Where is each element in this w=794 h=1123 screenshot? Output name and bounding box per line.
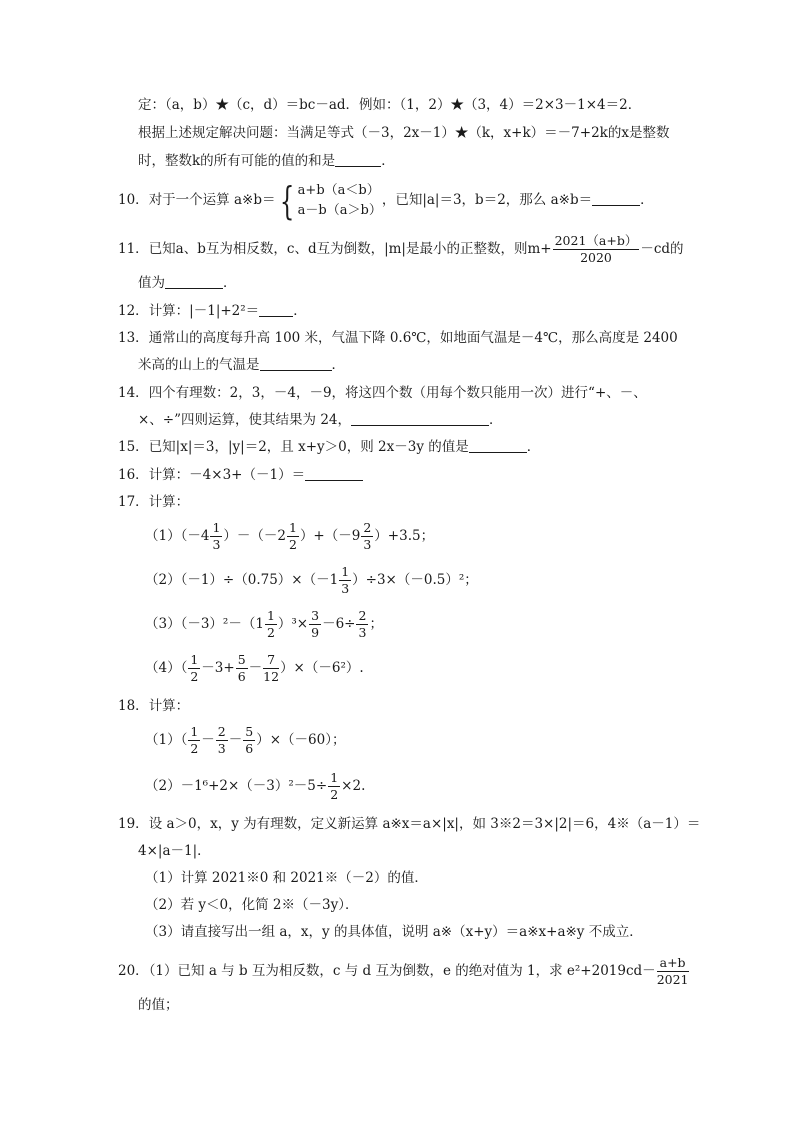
fraction <box>356 607 368 640</box>
q18-p1-text2: － <box>201 732 215 748</box>
frac-num: 5 <box>243 726 255 742</box>
piecewise-definition: { a+b（a＜b） a－b（a＞b） <box>280 178 382 223</box>
q18-title-text: 计算： <box>148 698 190 714</box>
q11-prefix: 已知a、b互为相反数，c、d互为倒数，|m|是最小的正整数，则m+ <box>148 241 552 257</box>
answer-blank <box>469 438 527 453</box>
q17-p1-text4: ）+3.5； <box>374 528 435 544</box>
q17-p4-text4: ）×（－6²）. <box>280 660 364 676</box>
frac-den: 6 <box>245 741 254 756</box>
q20-frac-den: 2021 <box>656 972 689 987</box>
fraction <box>243 723 255 756</box>
q10: 10．对于一个运算 a※b＝ { a+b（a＜b） a－b（a＞b） ，已知|a|＝3，b＝2，那么 a※b＝ ． <box>118 178 654 223</box>
q17-part1 <box>145 518 434 554</box>
fraction <box>309 607 321 640</box>
q14-line1 <box>118 384 647 402</box>
frac-num: 2 <box>216 726 228 742</box>
q13-line2-text: 米高的山上的气温是 <box>138 357 260 373</box>
q17-p3-text4: ； <box>369 616 383 632</box>
q11-number: 11． <box>118 241 149 257</box>
q11-line2-text: 值为 <box>138 275 165 291</box>
q9-line3: 时，整数k的所有可能的值的和是 ． <box>138 153 395 169</box>
frac-den: 2 <box>288 537 297 552</box>
q13-number: 13． <box>118 330 149 346</box>
q16 <box>118 466 363 484</box>
q17-p4-text2: －3+ <box>201 660 235 676</box>
q12-text: 计算：|－1|+2²＝ <box>148 303 260 319</box>
fraction <box>216 723 228 756</box>
fraction <box>328 769 340 802</box>
q18-p1-text3: － <box>228 732 243 748</box>
q10-suffix: ，已知|a|＝3，b＝2，那么 a※b＝ <box>381 192 593 208</box>
q18-p2-label: （2）－1⁶+2×（－3）²－5÷ <box>145 778 328 794</box>
frac-num: 1 <box>188 726 200 742</box>
frac-den: 2 <box>330 787 339 802</box>
q19-sub2: （2）若 y＜0，化简 2※（－3y）． <box>145 897 359 913</box>
frac-num: 5 <box>236 654 248 670</box>
q17-title <box>118 493 189 511</box>
q11-line2: 值为 ． <box>138 275 237 291</box>
frac-num: 1 <box>328 772 340 788</box>
q19-line1 <box>118 815 700 833</box>
q20-frac-num: a+b <box>657 957 689 973</box>
q19-line2: 4×|a－1|． <box>138 843 211 859</box>
q20-number: 20． <box>118 963 149 979</box>
q17-part2 <box>145 562 478 598</box>
q14-line2: ×、÷”四则运算，使其结果为 24， ． <box>138 412 503 428</box>
fraction <box>287 519 299 552</box>
frac-den: 2 <box>266 625 275 640</box>
q12-number: 12． <box>118 303 149 319</box>
frac-num: 1 <box>265 610 277 626</box>
q17-p2-label: （2）（－1）÷（0.75）×（－1 <box>145 572 339 588</box>
q17-number: 17． <box>118 494 149 510</box>
answer-blank <box>165 274 223 289</box>
q10-number: 10． <box>118 192 149 208</box>
q9-line2: 根据上述规定解决问题：当满足等式（－3，2x－1）★（k，x+k）＝－7+2k的x是整数 <box>138 125 670 141</box>
fraction <box>265 607 277 640</box>
q18-p1-text4: ）×（－60）； <box>256 732 346 748</box>
q9-line1: 定：（a，b）★（c，d）＝bc－ad．例如：（1，2）★（3，4）＝2×3－1×4＝2． <box>138 97 642 113</box>
q16-text: 计算：－4×3+（－1）＝ <box>148 467 306 483</box>
q11-frac-num: 2021（a+b） <box>553 235 640 251</box>
frac-num: 1 <box>287 522 299 538</box>
q15-number: 15． <box>118 439 149 455</box>
q17-p1-label: （1）（－4 <box>145 528 210 544</box>
q17-p3-text3: －6÷ <box>322 616 356 632</box>
q19-text: 设 a＞0，x，y 为有理数，定义新运算 a※x＝a×|x|，如 3※2＝3×|2|＝6，4※（a－1）＝ <box>148 816 701 832</box>
frac-num: 2 <box>356 610 368 626</box>
frac-num: 2 <box>361 522 373 538</box>
q17-title-text: 计算： <box>148 494 190 510</box>
q11 <box>118 230 684 268</box>
frac-num: 1 <box>188 654 200 670</box>
q11-suffix: －cd的 <box>640 241 684 257</box>
q18-number: 18． <box>118 698 149 714</box>
q12: 12．计算：|－1|+2²＝ ． <box>118 303 307 319</box>
q13-line1 <box>118 329 678 347</box>
frac-num: 1 <box>339 566 351 582</box>
frac-den: 9 <box>311 625 320 640</box>
q15-text: 已知|x|＝3，|y|＝2，且 x+y＞0，则 2x－3y 的值是 <box>148 439 469 455</box>
frac-num: 7 <box>263 654 279 670</box>
answer-blank <box>259 302 293 317</box>
frac-den: 3 <box>217 741 226 756</box>
answer-blank <box>305 466 363 481</box>
q19-number: 19． <box>118 816 149 832</box>
q20-fraction <box>656 954 689 987</box>
q13-text: 通常山的高度每升高 100 米，气温下降 0.6℃，如地面气温是－4℃，那么高度是 2400 <box>148 330 678 346</box>
q10-case2: a－b（a＞b） <box>297 202 382 218</box>
answer-blank <box>351 411 489 426</box>
q20 <box>118 952 690 990</box>
q9-line3-text: 时，整数k的所有可能的值的和是 <box>138 153 336 169</box>
q17-p2-text2: ）÷3×（－0.5）²； <box>352 572 478 588</box>
frac-den: 3 <box>341 581 350 596</box>
frac-den: 3 <box>358 625 367 640</box>
frac-den: 2 <box>190 741 199 756</box>
frac-den: 3 <box>363 537 372 552</box>
q17-p1-text2: ）－（－2 <box>223 528 286 544</box>
frac-num: 3 <box>309 610 321 626</box>
fraction <box>339 563 351 596</box>
q15: 15．已知|x|＝3，|y|＝2，且 x+y＞0，则 2x－3y 的值是 ． <box>118 439 541 455</box>
q20-prefix: （1）已知 a 与 b 互为相反数，c 与 d 互为倒数，e 的绝对值为 1，求 e²+2019cd－ <box>148 963 656 979</box>
frac-den: 3 <box>212 537 221 552</box>
fraction <box>236 651 248 684</box>
q19-sub1: （1）计算 2021※0 和 2021※（－2）的值． <box>145 870 428 886</box>
fraction <box>361 519 373 552</box>
q10-case1: a+b（a＜b） <box>297 182 380 198</box>
q18-part2 <box>145 768 365 804</box>
fraction <box>263 651 280 684</box>
answer-blank <box>592 191 640 206</box>
frac-den: 2 <box>190 669 199 684</box>
q10-prefix: 对于一个运算 a※b＝ <box>148 192 276 208</box>
q14-number: 14． <box>118 385 149 401</box>
fraction <box>188 723 200 756</box>
fraction <box>210 519 222 552</box>
q18-title <box>118 697 189 715</box>
answer-blank <box>260 356 332 371</box>
q17-p4-text3: － <box>248 660 263 676</box>
q18-p1-label: （1）（ <box>145 732 188 748</box>
answer-blank <box>335 152 381 167</box>
frac-num: 1 <box>210 522 222 538</box>
q16-number: 16． <box>118 467 149 483</box>
q17-part4 <box>145 650 364 686</box>
q11-fraction <box>553 232 640 265</box>
q14-text: 四个有理数：2，3，－4，－9，将这四个数（用每个数只能用一次）进行“+、－、 <box>148 385 647 401</box>
q17-p4-label: （4）（ <box>145 660 188 676</box>
q17-p3-label: （3）（－3）²－（1 <box>145 616 264 632</box>
q18-p2-text2: ×2. <box>341 778 366 794</box>
q17-p3-text2: ）³× <box>277 616 309 632</box>
fraction <box>188 651 200 684</box>
q17-p1-text3: ）+（－9 <box>299 528 361 544</box>
frac-den: 6 <box>237 669 246 684</box>
q11-frac-den: 2020 <box>580 250 612 265</box>
q13-line2: 米高的山上的气温是 ． <box>138 357 345 373</box>
q18-part1 <box>145 722 345 758</box>
frac-den: 12 <box>263 669 280 684</box>
q14-line2-text: ×、÷”四则运算，使其结果为 24， <box>138 412 351 428</box>
q17-part3 <box>145 606 383 642</box>
q19-sub3: （3）请直接写出一组 a，x，y 的具体值，说明 a※（x+y）＝a※x+a※y 不成立． <box>145 924 643 940</box>
q20-line2: 的值； <box>138 997 179 1013</box>
